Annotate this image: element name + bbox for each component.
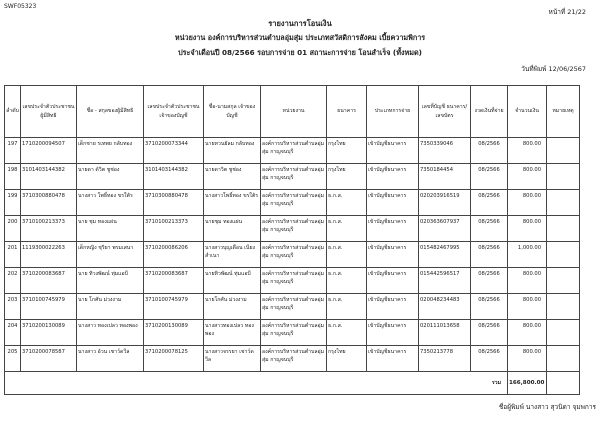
cell-agency: องค์การบริหารส่วนตำบลอุ่มสุ่ม กาญจนบุรี [261, 320, 327, 346]
cell-account: 020203916519 [419, 190, 471, 216]
cell-account: 7350213778 [419, 346, 471, 372]
cell-pid: 3710200083687 [21, 268, 77, 294]
cell-name: นางสาว ทองเปลว ทองพอง [77, 320, 144, 346]
cell-pay-type: เข้าบัญชีธนาคาร [367, 242, 419, 268]
total-row [5, 372, 580, 395]
cell-name: เด็กชาย รเทพย กลับทอง [77, 138, 144, 164]
cell-name: เด็กหญิง ชุริยา พรมเสนา [77, 242, 144, 268]
table-row [5, 190, 580, 216]
cell-owner-name: นางสาวโพธิ์ทอง ขรใต้ร [204, 190, 261, 216]
cell-bank: ธ.ก.ส. [327, 242, 367, 268]
cell-pay-type: เข้าบัญชีธนาคาร [367, 346, 419, 372]
cell-note [547, 268, 580, 294]
table-row [5, 164, 580, 190]
cell-account: 020048234483 [419, 294, 471, 320]
cell-owner-id: 3710100213373 [144, 216, 204, 242]
total-label: รวม [5, 372, 508, 395]
report-title: รายงานการโอนเงิน [268, 19, 332, 28]
cell-account: 015442596517 [419, 268, 471, 294]
cell-account: 015482467995 [419, 242, 471, 268]
cell-amount: 800.00 [508, 138, 547, 164]
cell-pid: 3710100213373 [21, 216, 77, 242]
column-header: งวดเงินที่จ่าย [471, 86, 508, 138]
cell-no: 200 [5, 216, 21, 242]
cell-note [547, 242, 580, 268]
cell-account: 7350339046 [419, 138, 471, 164]
cell-agency: องค์การบริหารส่วนตำบลอุ่มสุ่ม กาญจนบุรี [261, 346, 327, 372]
cell-period: 08/2566 [471, 346, 508, 372]
cell-owner-id: 3710200086206 [144, 242, 204, 268]
cell-owner-name: นายชุม ทองแผ่น [204, 216, 261, 242]
cell-account: 020111013658 [419, 320, 471, 346]
cell-amount: 800.00 [508, 268, 547, 294]
cell-amount: 1,000.00 [508, 242, 547, 268]
column-header: ชื่อ - สกุลของผู้มีสิทธิ [77, 86, 144, 138]
cell-account: 020363607937 [419, 216, 471, 242]
cell-no: 203 [5, 294, 21, 320]
table-row [5, 138, 580, 164]
table-row [5, 346, 580, 372]
cell-name: นางสาว โพธิ์ทอง ขรใต้ร [77, 190, 144, 216]
agency-line: หน่วยงาน องค์การบริหารส่วนตำบลอุ่มสุ่ม ประเภทสวัสดิการสังคม เบี้ยความพิการ [174, 33, 426, 42]
total-note [547, 372, 580, 395]
cell-bank: กรุงไทย [327, 138, 367, 164]
cell-owner-id: 3101403144382 [144, 164, 204, 190]
column-header: หน่วยงาน [261, 86, 327, 138]
cell-owner-name: นายโกศัน ม่วงงาม [204, 294, 261, 320]
cell-no: 205 [5, 346, 21, 372]
cell-name: นาย ชุม ทองแผ่น [77, 216, 144, 242]
table-row [5, 294, 580, 320]
cell-pay-type: เข้าบัญชีธนาคาร [367, 216, 419, 242]
cell-pay-type: เข้าบัญชีธนาคาร [367, 294, 419, 320]
cell-agency: องค์การบริหารส่วนตำบลอุ่มสุ่ม กาญจนบุรี [261, 216, 327, 242]
cell-no: 199 [5, 190, 21, 216]
table-row [5, 216, 580, 242]
cell-agency: องค์การบริหารส่วนตำบลอุ่มสุ่ม กาญจนบุรี [261, 190, 327, 216]
cell-pid: 3710300880478 [21, 190, 77, 216]
cell-period: 08/2566 [471, 320, 508, 346]
column-header: ชื่อ-นามสกุล เจ้าของบัญชี [204, 86, 261, 138]
cell-pay-type: เข้าบัญชีธนาคาร [367, 138, 419, 164]
cell-name: นาย ทิวงพัฒน์ ทุ่มแอบี [77, 268, 144, 294]
cell-no: 198 [5, 164, 21, 190]
cell-amount: 800.00 [508, 346, 547, 372]
cell-pid: 3710100745979 [21, 294, 77, 320]
cell-amount: 800.00 [508, 190, 547, 216]
cell-period: 08/2566 [471, 164, 508, 190]
table-header-row [5, 86, 580, 138]
table-row [5, 268, 580, 294]
document-code: SWF05323 [4, 3, 37, 10]
cell-bank: ธ.ก.ส. [327, 190, 367, 216]
column-header: จำนวนเงิน [508, 86, 547, 138]
cell-bank: ธ.ก.ส. [327, 268, 367, 294]
cell-period: 08/2566 [471, 190, 508, 216]
cell-period: 08/2566 [471, 216, 508, 242]
cell-amount: 800.00 [508, 164, 547, 190]
cell-note [547, 346, 580, 372]
cell-note [547, 164, 580, 190]
cell-amount: 800.00 [508, 216, 547, 242]
cell-note [547, 190, 580, 216]
column-header: เลขประจำตัวประชาชน เจ้าของบัญชี [144, 86, 204, 138]
cell-bank: กรุงไทย [327, 346, 367, 372]
cell-no: 197 [5, 138, 21, 164]
column-header: ประเภทการจ่าย [367, 86, 419, 138]
cell-period: 08/2566 [471, 138, 508, 164]
cell-pay-type: เข้าบัญชีธนาคาร [367, 268, 419, 294]
cell-owner-id: 3710300880478 [144, 190, 204, 216]
cell-owner-name: นางสาวทองเปลว ทองพอง [204, 320, 261, 346]
cell-owner-name: นางสาวจรรยา เชาว์ดวีล [204, 346, 261, 372]
cell-agency: องค์การบริหารส่วนตำบลอุ่มสุ่ม กาญจนบุรี [261, 164, 327, 190]
cell-bank: ธ.ก.ส. [327, 320, 367, 346]
cell-agency: องค์การบริหารส่วนตำบลอุ่มสุ่ม กาญจนบุรี [261, 294, 327, 320]
column-header: เลขที่บัญชี ธนาคาร/ เลขบัตร [419, 86, 471, 138]
table-row [5, 242, 580, 268]
cell-owner-name: นายทิวพัฒน์ ทุ่มแอบี [204, 268, 261, 294]
cell-pay-type: เข้าบัญชีธนาคาร [367, 190, 419, 216]
cell-owner-name: นายทวนยัลม กลับทอง [204, 138, 261, 164]
transfer-table [4, 85, 580, 395]
cell-name: นางสาว อ้วน เชาว์ดวีล [77, 346, 144, 372]
cell-no: 204 [5, 320, 21, 346]
cell-pid: 3710200130089 [21, 320, 77, 346]
total-amount: 166,800.00 [508, 372, 547, 395]
column-header: ลำดับ [5, 86, 21, 138]
cell-no: 201 [5, 242, 21, 268]
cell-name: นายดา ด้วิต ชูช่อง [77, 164, 144, 190]
table-row [5, 320, 580, 346]
cell-no: 202 [5, 268, 21, 294]
cell-period: 08/2566 [471, 242, 508, 268]
cell-owner-id: 3710200078125 [144, 346, 204, 372]
cell-note [547, 294, 580, 320]
cell-pay-type: เข้าบัญชีธนาคาร [367, 320, 419, 346]
cell-owner-id: 3710200130089 [144, 320, 204, 346]
cell-owner-name: นางสาวบุญเดือน เนียงสำเนา [204, 242, 261, 268]
cell-name: นาย โกศัน ม่วงงาม [77, 294, 144, 320]
cell-pid: 1710200094507 [21, 138, 77, 164]
cell-owner-id: 3710200073344 [144, 138, 204, 164]
cell-pid: 1119300022263 [21, 242, 77, 268]
cell-pay-type: เข้าบัญชีธนาคาร [367, 164, 419, 190]
print-date: วันที่พิมพ์ 12/06/2567 [521, 65, 586, 73]
cell-note [547, 138, 580, 164]
cell-owner-id: 3710100745979 [144, 294, 204, 320]
payment-round-line: ประจำเดือนปี 08/2566 รอบการจ่าย 01 สถานะการจ่าย โอนสำเร็จ (ทั้งหมด) [178, 48, 422, 57]
column-header: เลขประจำตัวประชาชนผู้มีสิทธิ [21, 86, 77, 138]
cell-pid: 3101403144382 [21, 164, 77, 190]
column-header: หมายเหตุ [547, 86, 580, 138]
cell-bank: กรุงไทย [327, 164, 367, 190]
cell-period: 08/2566 [471, 268, 508, 294]
column-header: ธนาคาร [327, 86, 367, 138]
cell-agency: องค์การบริหารส่วนตำบลอุ่มสุ่ม กาญจนบุรี [261, 242, 327, 268]
cell-amount: 800.00 [508, 320, 547, 346]
cell-bank: ธ.ก.ส. [327, 216, 367, 242]
cell-agency: องค์การบริหารส่วนตำบลอุ่มสุ่ม กาญจนบุรี [261, 268, 327, 294]
cell-owner-id: 3710200083687 [144, 268, 204, 294]
cell-agency: องค์การบริหารส่วนตำบลอุ่มสุ่ม กาญจนบุรี [261, 138, 327, 164]
cell-amount: 800.00 [508, 294, 547, 320]
cell-pid: 3710200078587 [21, 346, 77, 372]
cell-note [547, 216, 580, 242]
printed-by: ชื่อผู้พิมพ์ นางสาว สุวนิดา จุมพการ [498, 403, 596, 411]
cell-bank: ธ.ก.ส. [327, 294, 367, 320]
cell-owner-name: นายดาวิต ชูช่อง [204, 164, 261, 190]
cell-account: 7350184454 [419, 164, 471, 190]
cell-period: 08/2566 [471, 294, 508, 320]
cell-note [547, 320, 580, 346]
page-number: หน้าที่ 21/22 [548, 8, 586, 16]
